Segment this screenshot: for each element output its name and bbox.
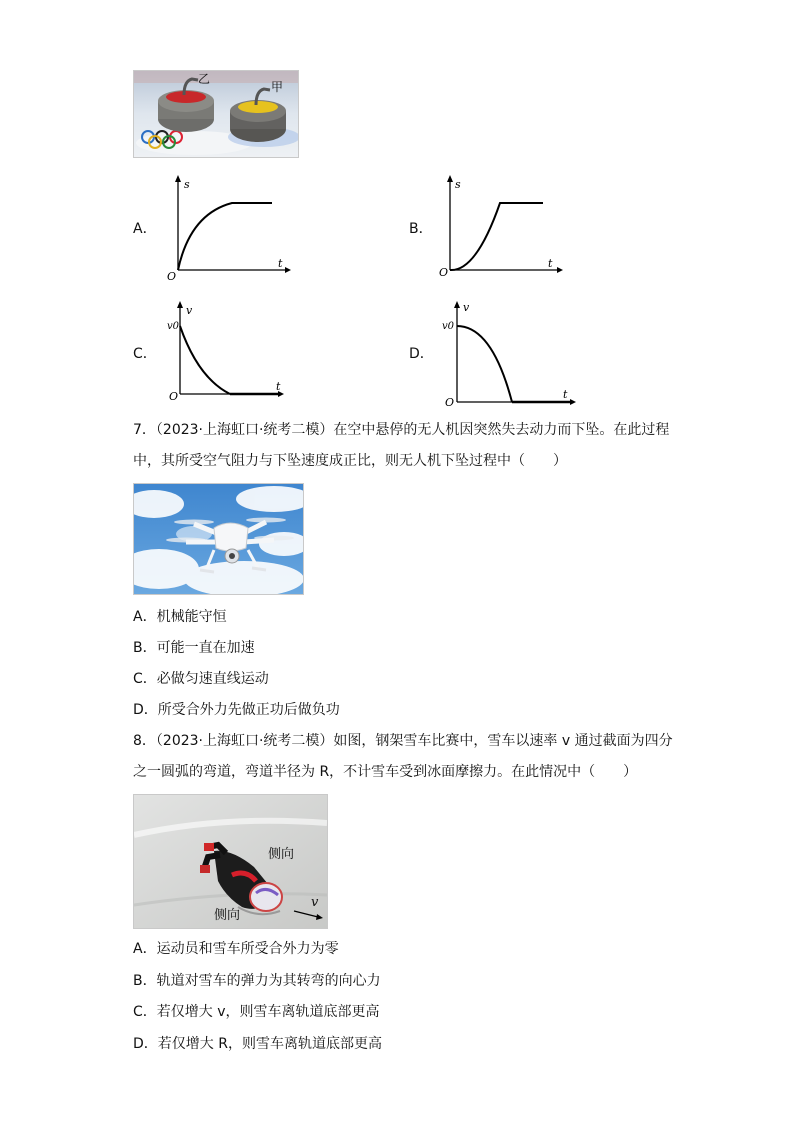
q8-option-d: D．若仅增大 R，则雪车离轨道底部更高 xyxy=(133,1036,382,1052)
graph-a-y-label: s xyxy=(184,178,190,191)
graph-c xyxy=(160,298,295,408)
q8-stem-line2: 之一圆弧的弯道，弯道半径为 R，不计雪车受到冰面摩擦力。在此情况中（ ） xyxy=(133,764,638,780)
skeleton-sled-photo xyxy=(133,794,328,929)
graph-a-origin: O xyxy=(167,270,177,282)
sled-label-side-bottom: 侧向 xyxy=(214,908,241,923)
sled-velocity-label: v xyxy=(311,895,319,910)
q7-option-c: C．必做匀速直线运动 xyxy=(133,671,269,687)
graph-a-x-label: t xyxy=(278,257,283,270)
option-b-label: B． xyxy=(409,221,433,237)
option-a-label: A． xyxy=(133,221,157,237)
graph-c-v0-label: v0 xyxy=(167,321,180,332)
graph-b xyxy=(432,172,567,282)
graph-d-origin: O xyxy=(445,396,455,409)
sled-label-side-top: 侧向 xyxy=(268,847,295,862)
option-d-label: D． xyxy=(409,346,434,362)
graph-d-x-label: t xyxy=(563,388,568,401)
graph-d-y-label: v xyxy=(463,301,470,314)
graph-a xyxy=(160,172,295,282)
q7-stem-line1: 7．（2023·上海虹口·统考二模）在空中悬停的无人机因突然失去动力而下坠。在此过程 xyxy=(133,422,670,438)
graph-b-y-label: s xyxy=(455,178,461,191)
q7-stem-line2: 中，其所受空气阻力与下坠速度成正比，则无人机下坠过程中（ ） xyxy=(133,453,567,469)
graph-d xyxy=(432,298,582,410)
graph-b-x-label: t xyxy=(548,257,553,270)
graph-b-origin: O xyxy=(439,266,449,279)
q7-option-d: D．所受合外力先做正功后做负功 xyxy=(133,702,340,718)
graph-c-y-label: v xyxy=(186,304,193,317)
curling-stones-photo xyxy=(133,70,299,158)
graph-c-origin: O xyxy=(169,390,179,403)
q7-option-b: B．可能一直在加速 xyxy=(133,640,255,656)
option-c-label: C． xyxy=(133,346,157,362)
q8-option-b: B．轨道对雪车的弹力为其转弯的向心力 xyxy=(133,973,381,989)
drone-illustration xyxy=(134,484,303,594)
stone-label-yi: 乙 xyxy=(198,72,211,86)
stone-label-jia: 甲 xyxy=(271,80,284,94)
graph-d-v0-label: v0 xyxy=(442,321,455,332)
q7-option-a: A．机械能守恒 xyxy=(133,609,227,625)
graph-c-x-label: t xyxy=(276,380,281,393)
drone-photo xyxy=(133,483,304,595)
q8-stem-line1: 8．（2023·上海虹口·统考二模）如图，钢架雪车比赛中，雪车以速率 v 通过截面为四分 xyxy=(133,733,673,749)
q8-option-a: A．运动员和雪车所受合外力为零 xyxy=(133,941,339,957)
q8-option-c: C．若仅增大 v，则雪车离轨道底部更高 xyxy=(133,1004,380,1020)
